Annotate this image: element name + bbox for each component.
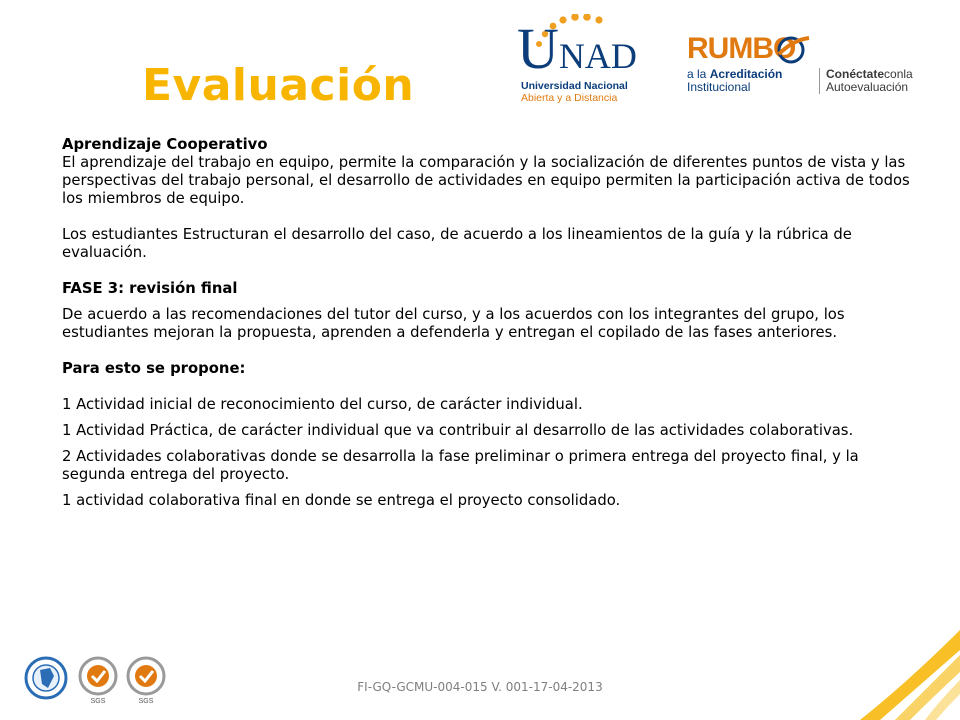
rumbo-subtitle [687, 68, 782, 94]
conectate-bold: Conéctate [826, 67, 885, 81]
unad-wordmark-rest: NAD [558, 36, 637, 76]
list-item: 2 Actividades colaborativas donde se desarrolla la fase preliminar o primera entrega del proyecto final, y la segunda entrega del proyecto. [62, 448, 859, 483]
rumbo-globe-icon [775, 34, 811, 66]
paragraph-estudiantes: Los estudiantes Estructuran el desarrollo del caso, de acuerdo a los lineamientos de la guía y la rúbrica de evaluación. [62, 226, 852, 261]
unad-wordmark [517, 18, 637, 87]
heading-propone: Para esto se propone: [62, 360, 246, 377]
rumbo-wordmark: RUMBO [687, 32, 796, 65]
corner-swoosh-icon [840, 610, 960, 720]
heading-aprendizaje: Aprendizaje Cooperativo [62, 136, 268, 153]
list-item: 1 Actividad Práctica, de carácter individual que va contribuir al desarrollo de las actividades colaborativas. [62, 422, 854, 439]
unad-subtitle [521, 80, 628, 104]
list-item: 1 Actividad inicial de reconocimiento del curso, de carácter individual. [62, 396, 583, 413]
conectate-rest: conla [884, 67, 913, 81]
footer-document-code: FI-GQ-GCMU-004-015 V. 001-17-04-2013 [357, 680, 603, 694]
list-item: 1 actividad colaborativa final en donde se entrega el proyecto consolidado. [62, 492, 621, 509]
rumbo-line1-prefix: a la [687, 67, 707, 81]
paragraph-fase3: De acuerdo a las recomendaciones del tutor del curso, y a los acuerdos con los integrantes del grupo, los estudiantes mejoran la propuesta, aprenden a defenderla y entregan el copilado de las fases anteriores. [62, 306, 845, 341]
paragraph-aprendizaje: El aprendizaje del trabajo en equipo, permite la comparación y la socialización de diferentes puntos de vista y las perspectivas del trabajo personal, el desarrollo de actividades en equipo permiten la participación activa de todos los miembros de equipo. [62, 154, 910, 207]
rumbo-logo [687, 32, 937, 102]
conectate-tagline [819, 68, 913, 94]
slide-title: Evaluación [142, 60, 415, 111]
sgs-label: SGS [138, 698, 154, 704]
autoevaluacion-label: Autoevaluación [826, 80, 909, 94]
rumbo-line2: Institucional [687, 80, 751, 94]
slide-body [62, 136, 924, 510]
unad-line1: Universidad Nacional [521, 80, 628, 92]
unad-line2: Abierta y a Distancia [521, 92, 618, 104]
rumbo-line1-bold: Acreditación [709, 67, 783, 81]
heading-fase3: FASE 3: revisión final [62, 280, 238, 297]
sgs-label: SGS [90, 698, 106, 704]
unad-logo [517, 14, 647, 108]
unad-wordmark-u: U [517, 16, 559, 81]
